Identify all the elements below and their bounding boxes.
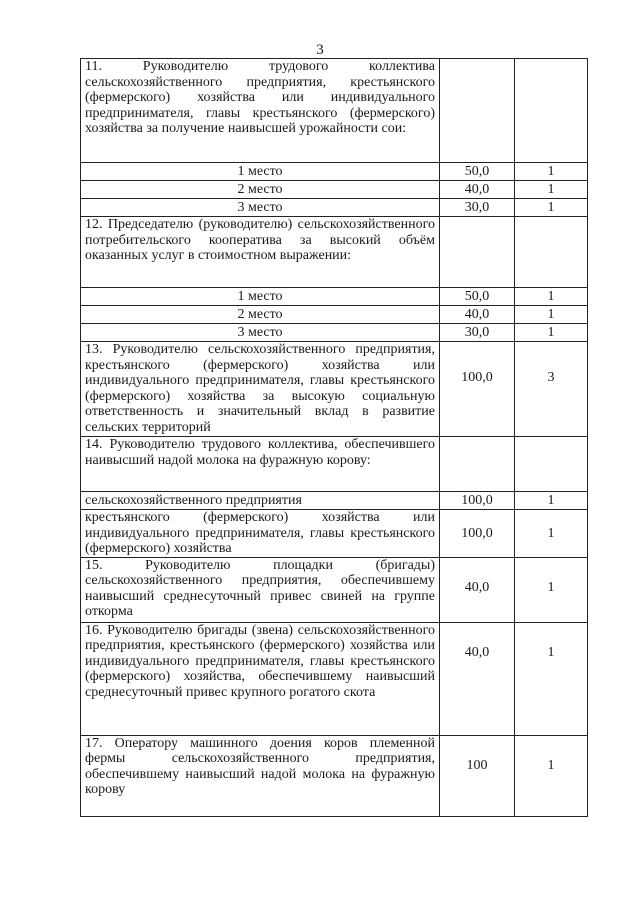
table-row bbox=[81, 557, 588, 622]
amount-cell: 30,0 bbox=[440, 199, 515, 217]
sub-item-cell: крестьянского (фермерского) хозяйства или индивидуального предпринимателя, главы крестьянского (фермерского) хозяйства bbox=[81, 510, 440, 558]
table-row bbox=[81, 622, 588, 735]
nomination-cell: 12. Председателю (руководителю) сельскохозяйственного потребительского кооператива за высокий объём оказанных услуг в стоимостном выражении: bbox=[81, 217, 440, 288]
table-row bbox=[81, 735, 588, 816]
count-cell: 1 bbox=[515, 735, 588, 816]
count-cell: 1 bbox=[515, 510, 588, 558]
table-row bbox=[81, 163, 588, 181]
page-number: 3 bbox=[316, 42, 324, 58]
amount-cell: 40,0 bbox=[440, 622, 515, 735]
award-table bbox=[80, 58, 588, 817]
amount-cell: 50,0 bbox=[440, 288, 515, 306]
table-row bbox=[81, 342, 588, 437]
amount-cell: 100 bbox=[440, 735, 515, 816]
count-cell: 1 bbox=[515, 492, 588, 510]
place-cell: 2 место bbox=[81, 181, 440, 199]
table-row bbox=[81, 181, 588, 199]
count-cell bbox=[515, 217, 588, 288]
amount-cell: 30,0 bbox=[440, 324, 515, 342]
amount-cell: 40,0 bbox=[440, 557, 515, 622]
amount-cell: 100,0 bbox=[440, 510, 515, 558]
amount-cell: 100,0 bbox=[440, 342, 515, 437]
count-cell: 1 bbox=[515, 557, 588, 622]
amount-cell: 40,0 bbox=[440, 306, 515, 324]
amount-cell: 40,0 bbox=[440, 181, 515, 199]
place-cell: 1 место bbox=[81, 288, 440, 306]
table-row bbox=[81, 288, 588, 306]
amount-cell bbox=[440, 217, 515, 288]
count-cell bbox=[515, 59, 588, 163]
table-row bbox=[81, 306, 588, 324]
amount-cell bbox=[440, 437, 515, 492]
table-row bbox=[81, 437, 588, 492]
amount-cell: 100,0 bbox=[440, 492, 515, 510]
table-row bbox=[81, 492, 588, 510]
nomination-cell: 11. Руководителю трудового коллектива сельскохозяйственного предприятия, крестьянского (фермерского) хозяйства или индивидуального предпринимателя, главы крестьянского (фермерского) хозяйства за получение наивысшей урожайности сои: bbox=[81, 59, 440, 163]
count-cell: 1 bbox=[515, 622, 588, 735]
place-cell: 2 место bbox=[81, 306, 440, 324]
count-cell: 1 bbox=[515, 163, 588, 181]
nomination-cell: 17. Оператору машинного доения коров племенной фермы сельскохозяйственного предприятия, обеспечившему наивысший надой молока на фуражную корову bbox=[81, 735, 440, 816]
table-row bbox=[81, 217, 588, 288]
count-cell: 1 bbox=[515, 181, 588, 199]
count-cell bbox=[515, 437, 588, 492]
nomination-cell: 14. Руководителю трудового коллектива, обеспечившего наивысший надой молока на фуражную корову: bbox=[81, 437, 440, 492]
count-cell: 1 bbox=[515, 288, 588, 306]
nomination-cell: 13. Руководителю сельскохозяйственного предприятия, крестьянского (фермерского) хозяйства или индивидуального предпринимателя, главы крестьянского (фермерского) хозяйства за высокую социальную ответственность и значительный вклад в развитие сельских территорий bbox=[81, 342, 440, 437]
sub-item-cell: сельскохозяйственного предприятия bbox=[81, 492, 440, 510]
table-row bbox=[81, 59, 588, 163]
amount-cell: 50,0 bbox=[440, 163, 515, 181]
place-cell: 3 место bbox=[81, 324, 440, 342]
count-cell: 1 bbox=[515, 324, 588, 342]
amount-cell bbox=[440, 59, 515, 163]
place-cell: 3 место bbox=[81, 199, 440, 217]
table-row bbox=[81, 324, 588, 342]
count-cell: 1 bbox=[515, 199, 588, 217]
table-row bbox=[81, 199, 588, 217]
nomination-cell: 15. Руководителю площадки (бригады) сельскохозяйственного предприятия, обеспечившему наивысший среднесуточный привес свиней на группе откорма bbox=[81, 557, 440, 622]
nomination-cell: 16. Руководителю бригады (звена) сельскохозяйственного предприятия, крестьянского (фермерского) хозяйства или индивидуального предпринимателя, главы крестьянского (фермерского) хозяйства, обеспечившему наивысший среднесуточный привес крупного рогатого скота bbox=[81, 622, 440, 735]
count-cell: 1 bbox=[515, 306, 588, 324]
table-row bbox=[81, 510, 588, 558]
place-cell: 1 место bbox=[81, 163, 440, 181]
count-cell: 3 bbox=[515, 342, 588, 437]
